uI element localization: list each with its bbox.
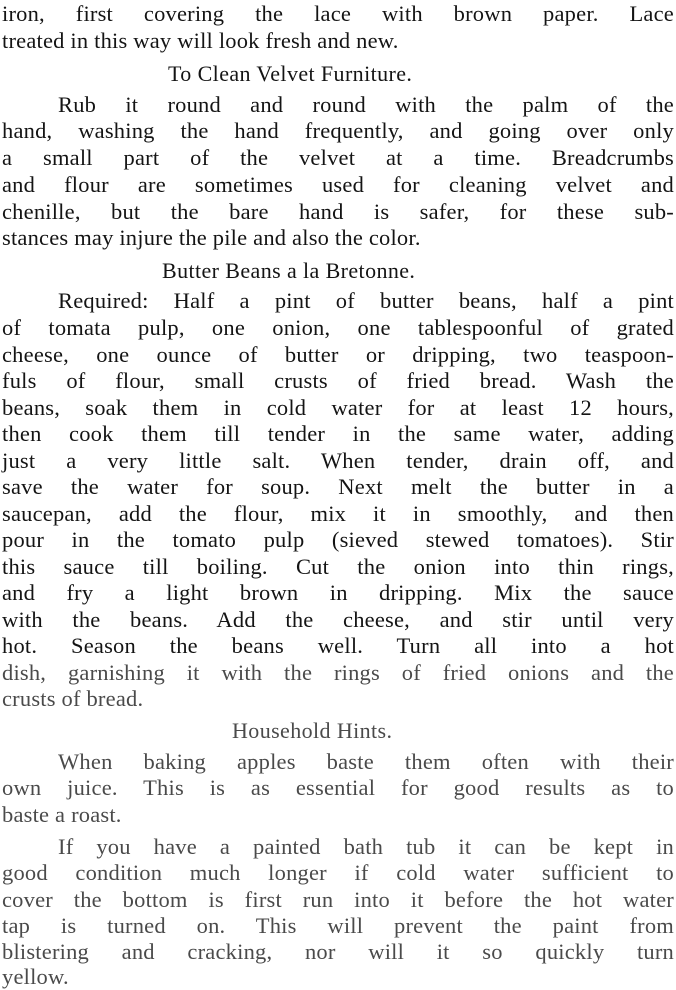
beans-line-9: saucepan, add the flour, mix it in smoothly, and then: [2, 501, 674, 526]
velvet-heading: To Clean Velvet Furniture.: [168, 61, 413, 86]
velvet-line-5: chenille, but the bare hand is safer, for these sub-: [2, 199, 674, 224]
beans-line-11: this sauce till boiling. Cut the onion into thin rings,: [2, 554, 674, 579]
beans-line-12: and fry a light brown in dripping. Mix the sauce: [2, 580, 674, 605]
beans-line-13: with the beans. Add the cheese, and stir until very: [2, 607, 674, 632]
beans-heading: Butter Beans a la Bretonne.: [162, 258, 416, 283]
hints-p1-line-3: baste a roast.: [2, 802, 122, 827]
velvet-line-1: Rub it round and round with the palm of the: [58, 92, 674, 117]
beans-line-7: just a very little salt. When tender, drain off, and: [2, 448, 674, 473]
beans-line-14: hot. Season the beans well. Turn all into a hot: [2, 633, 674, 658]
beans-line-8: save the water for soup. Next melt the butter in a: [2, 474, 674, 499]
beans-line-6: then cook them till tender in the same water, adding: [2, 421, 674, 446]
hints-p2-line-4: tap is turned on. This will prevent the paint from: [2, 913, 674, 938]
velvet-line-3: a small part of the velvet at a time. Breadcrumbs: [2, 145, 674, 170]
hints-p2-line-5: blistering and cracking, nor will it so quickly turn: [2, 939, 674, 964]
velvet-line-4: and flour are sometimes used for cleaning velvet and: [2, 172, 674, 197]
hints-p1-line-2: own juice. This is as essential for good results as to: [2, 775, 674, 800]
beans-line-1: Required: Half a pint of butter beans, half a pint: [58, 288, 674, 313]
intro-line-2: treated in this way will look fresh and new.: [2, 28, 399, 53]
hints-p2-line-2: good condition much longer if cold water sufficient to: [2, 860, 674, 885]
velvet-line-2: hand, washing the hand frequently, and going over only: [2, 118, 674, 143]
hints-p2-line-6: yellow.: [2, 964, 69, 989]
beans-line-2: of tomata pulp, one onion, one tablespoonful of grated: [2, 315, 674, 340]
beans-line-15: dish, garnishing it with the rings of fried onions and the: [2, 660, 674, 685]
beans-line-16: crusts of bread.: [2, 686, 144, 711]
beans-line-4: fuls of flour, small crusts of fried bread. Wash the: [2, 368, 674, 393]
intro-line-1: iron, first covering the lace with brown paper. Lace: [2, 1, 674, 26]
beans-line-5: beans, soak them in cold water for at least 12 hours,: [2, 395, 674, 420]
beans-line-3: cheese, one ounce of butter or dripping, two teaspoon-: [2, 342, 674, 367]
beans-line-10: pour in the tomato pulp (sieved stewed tomatoes). Stir: [2, 527, 674, 552]
hints-p1-line-1: When baking apples baste them often with their: [58, 749, 674, 774]
hints-p2-line-3: cover the bottom is first run into it before the hot water: [2, 887, 674, 912]
hints-p2-line-1: If you have a painted bath tub it can be kept in: [58, 834, 674, 859]
hints-heading: Household Hints.: [232, 718, 393, 743]
velvet-line-6: stances may injure the pile and also the color.: [2, 225, 421, 250]
